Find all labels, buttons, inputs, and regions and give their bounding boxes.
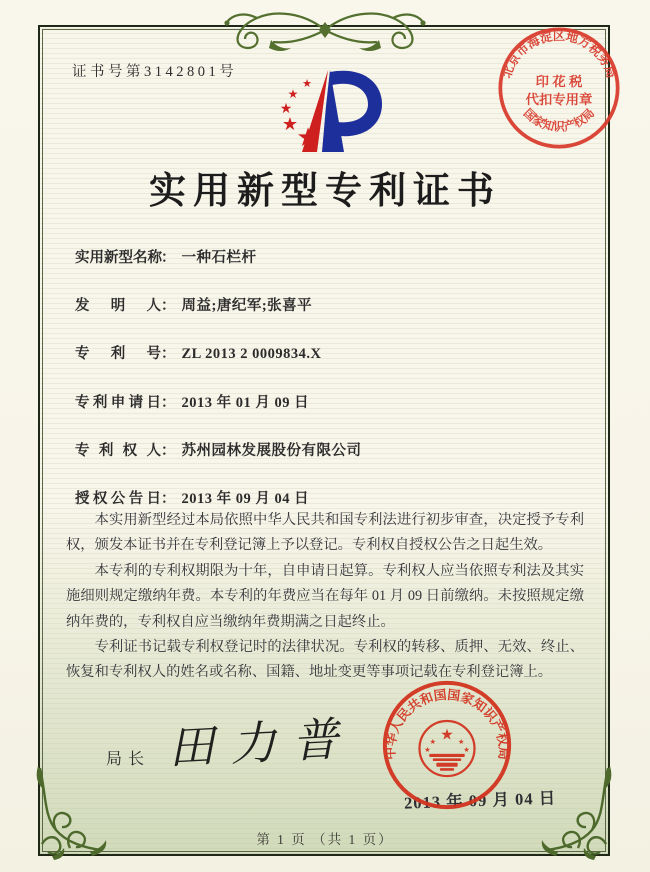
svg-text:★: ★ — [458, 737, 465, 747]
tax-stamp-line1: 印 花 税 — [535, 73, 583, 89]
tax-stamp-arc-bottom: 国家知识产权局 — [520, 106, 598, 134]
svg-text:★: ★ — [296, 123, 320, 153]
legal-paragraph: 专利证书记载专利权登记时的法律状况。专利权的转移、质押、无效、终止、恢复和专利权人的姓名或名称、国籍、地址变更等事项记载在专利登记簿上。 — [66, 639, 584, 681]
field-row-filing-date — [75, 391, 575, 439]
field-value: 周益;唐纪军;张喜平 — [181, 298, 313, 315]
svg-text:★: ★ — [279, 101, 293, 117]
field-value: 2013 年 01 月 09 日 — [181, 394, 310, 411]
certificate-title: 实用新型专利证书 — [149, 171, 501, 212]
field-label: 授权公告日 — [75, 490, 161, 507]
certificate-number: 证书号第3142801号 — [72, 64, 238, 80]
svg-text:国家知识产权局 — [521, 106, 598, 134]
field-value: ZL 2013 2 0009834.X — [181, 346, 322, 363]
field-label: 发明人 — [75, 298, 161, 315]
legal-text-block — [66, 508, 584, 686]
field-value: 一种石栏杆 — [181, 250, 257, 266]
field-row-patent-number — [75, 342, 575, 390]
legal-paragraph: 本实用新型经过本局依照中华人民共和国专利法进行初步审查，决定授予专利权，颁发本证书并在专利登记簿上予以登记。专利权自授权公告之日起生效。 — [66, 512, 584, 554]
svg-text:北京市海淀区地方税务局 — [499, 28, 618, 80]
field-row-inventors — [75, 294, 575, 342]
field-separator: ： — [161, 346, 176, 363]
svg-text:★: ★ — [463, 745, 470, 755]
field-label: 实用新型名称 — [75, 250, 162, 266]
svg-text:★: ★ — [440, 725, 454, 744]
field-row-patentee — [75, 439, 575, 487]
field-separator: ： — [161, 250, 176, 266]
signer-title: 局长 — [106, 751, 151, 768]
page-number: 第 1 页 （共 1 页） — [256, 832, 394, 847]
official-seal-arc-text: 中华人民共和国国家知识产权局 — [383, 687, 511, 761]
svg-text:中华人民共和国国家知识产权局 — [382, 687, 511, 760]
field-separator: ： — [161, 298, 176, 315]
tax-stamp-seal — [495, 24, 623, 152]
national-emblem-icon — [419, 721, 474, 776]
seal-date: 2013 年 09 月 04 日 — [403, 788, 557, 813]
director-signature: 田力普 — [166, 711, 356, 775]
field-separator: ： — [161, 394, 176, 411]
field-label: 专利申请日 — [75, 394, 161, 411]
svg-text:★: ★ — [429, 737, 436, 747]
svg-text:★: ★ — [281, 114, 299, 135]
field-value: 苏州园林发展股份有限公司 — [181, 442, 362, 459]
field-label: 专利号 — [75, 346, 161, 363]
field-separator: ： — [161, 442, 176, 459]
field-separator: ： — [161, 490, 176, 507]
tax-stamp-line2: 代扣专用章 — [525, 92, 593, 107]
field-value: 2013 年 09 月 04 日 — [181, 490, 310, 507]
svg-text:★: ★ — [302, 77, 312, 90]
svg-text:★: ★ — [424, 745, 431, 755]
field-row-name — [75, 246, 575, 294]
official-seal — [376, 674, 518, 816]
certificate-fields — [75, 246, 575, 535]
legal-paragraph: 本专利的专利权期限为十年，自申请日起算。专利权人应当依照专利法及其实施细则规定缴纳年费。本专利的年费应当在每年 01 月 09 日前缴纳。未按照规定缴纳年费的，专利权自应当缴纳年费期满之日起终止。 — [66, 562, 584, 630]
tax-stamp-arc-top: 北京市海淀区地方税务局 — [499, 29, 619, 80]
svg-text:★: ★ — [287, 87, 299, 101]
cnipa-logo-icon — [266, 66, 388, 160]
field-label: 专利权人 — [75, 442, 161, 459]
